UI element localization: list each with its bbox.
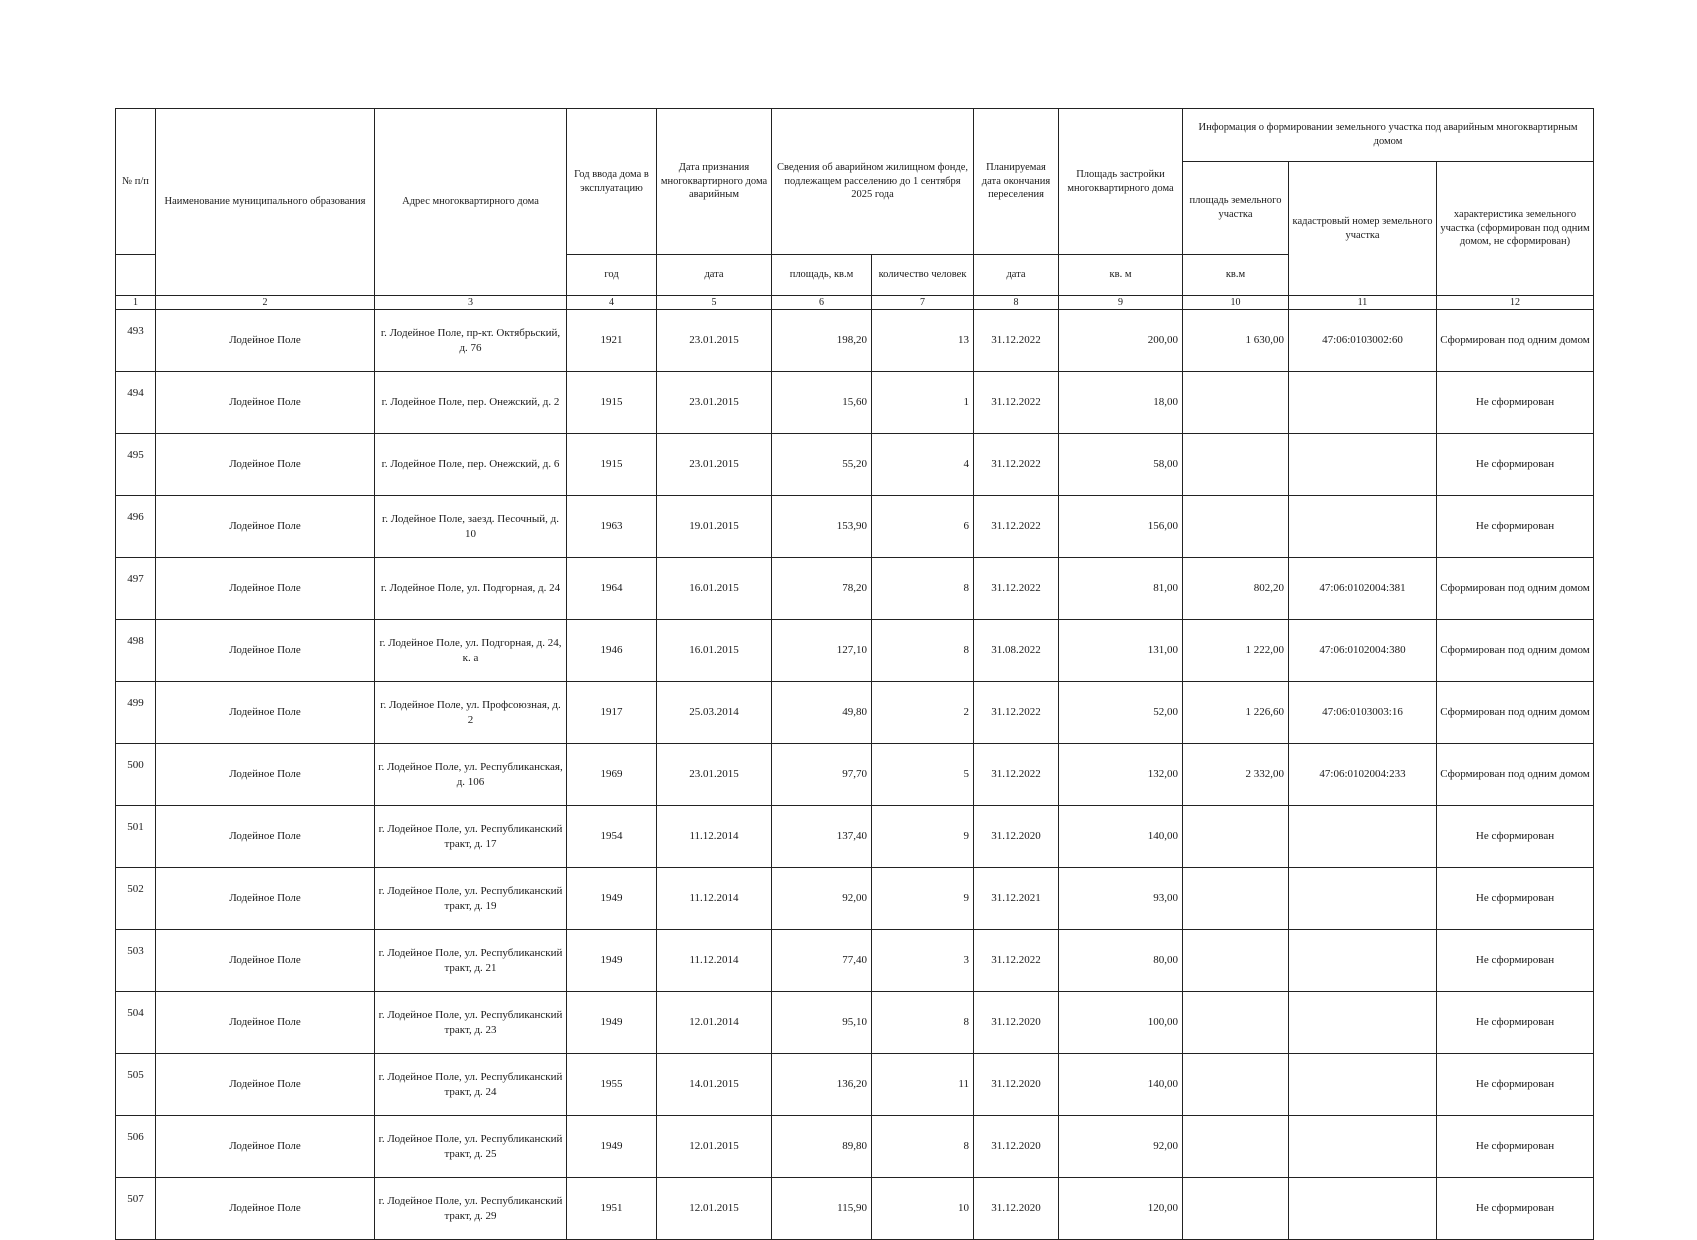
planned-date-cell: 31.12.2022 (974, 496, 1059, 558)
land-status-cell: Не сформирован (1437, 434, 1594, 496)
cadastral-number-cell (1289, 1178, 1437, 1240)
planned-date-cell: 31.12.2022 (974, 682, 1059, 744)
building-area-cell: 92,00 (1059, 1116, 1183, 1178)
recognition-date-cell: 23.01.2015 (657, 372, 772, 434)
building-area-cell: 140,00 (1059, 1054, 1183, 1116)
municipality-cell: Лодейное Поле (156, 868, 375, 930)
header-municipality: Наименование муниципального образования (156, 109, 375, 296)
land-area-cell: 1 630,00 (1183, 310, 1289, 372)
cadastral-number-cell (1289, 372, 1437, 434)
row-number: 501 (116, 806, 156, 868)
row-number: 503 (116, 930, 156, 992)
planned-date-cell: 31.12.2020 (974, 1116, 1059, 1178)
year-cell: 1955 (567, 1054, 657, 1116)
row-number: 506 (116, 1116, 156, 1178)
address-cell: г. Лодейное Поле, пр-кт. Октябрьский, д. 76 (375, 310, 567, 372)
land-status-cell: Сформирован под одним домом (1437, 682, 1594, 744)
header-building-area: Площадь застройки многоквартирного дома (1059, 109, 1183, 255)
emergency-housing-table (115, 108, 1594, 1240)
recognition-date-cell: 16.01.2015 (657, 558, 772, 620)
address-cell: г. Лодейное Поле, ул. Подгорная, д. 24 (375, 558, 567, 620)
table-row (116, 1178, 1594, 1240)
recognition-date-cell: 11.12.2014 (657, 930, 772, 992)
unit-plan-date: дата (974, 255, 1059, 296)
year-cell: 1964 (567, 558, 657, 620)
land-area-cell (1183, 434, 1289, 496)
address-cell: г. Лодейное Поле, пер. Онежский, д. 2 (375, 372, 567, 434)
recognition-date-cell: 23.01.2015 (657, 434, 772, 496)
cadastral-number-cell (1289, 992, 1437, 1054)
building-area-cell: 81,00 (1059, 558, 1183, 620)
header-year: Год ввода дома в эксплуатацию (567, 109, 657, 255)
year-cell: 1915 (567, 434, 657, 496)
land-status-cell: Не сформирован (1437, 496, 1594, 558)
header-land-area: площадь земельного участка (1183, 162, 1289, 255)
people-count-cell: 8 (872, 992, 974, 1054)
planned-date-cell: 31.12.2020 (974, 1178, 1059, 1240)
recognition-date-cell: 19.01.2015 (657, 496, 772, 558)
people-count-cell: 9 (872, 806, 974, 868)
emergency-area-cell: 95,10 (772, 992, 872, 1054)
address-cell: г. Лодейное Поле, заезд. Песочный, д. 10 (375, 496, 567, 558)
planned-date-cell: 31.08.2022 (974, 620, 1059, 682)
row-number: 493 (116, 310, 156, 372)
row-number: 505 (116, 1054, 156, 1116)
land-area-cell (1183, 930, 1289, 992)
header-recognition-date: Дата признания многоквартирного дома аварийным (657, 109, 772, 255)
row-number: 495 (116, 434, 156, 496)
unit-date: дата (657, 255, 772, 296)
emergency-area-cell: 92,00 (772, 868, 872, 930)
address-cell: г. Лодейное Поле, ул. Республиканский тракт, д. 23 (375, 992, 567, 1054)
column-number: 12 (1437, 296, 1594, 310)
planned-date-cell: 31.12.2021 (974, 868, 1059, 930)
building-area-cell: 52,00 (1059, 682, 1183, 744)
municipality-cell: Лодейное Поле (156, 992, 375, 1054)
column-number: 9 (1059, 296, 1183, 310)
building-area-cell: 156,00 (1059, 496, 1183, 558)
cadastral-number-cell (1289, 1116, 1437, 1178)
recognition-date-cell: 16.01.2015 (657, 620, 772, 682)
planned-date-cell: 31.12.2020 (974, 992, 1059, 1054)
emergency-area-cell: 153,90 (772, 496, 872, 558)
header-planned-date: Планируемая дата окончания переселения (974, 109, 1059, 255)
header-cadastral: кадастровый номер земельного участка (1289, 162, 1437, 296)
land-status-cell: Сформирован под одним домом (1437, 620, 1594, 682)
municipality-cell: Лодейное Поле (156, 1178, 375, 1240)
year-cell: 1949 (567, 1116, 657, 1178)
address-cell: г. Лодейное Поле, ул. Республиканский тракт, д. 19 (375, 868, 567, 930)
building-area-cell: 58,00 (1059, 434, 1183, 496)
land-status-cell: Не сформирован (1437, 806, 1594, 868)
column-number: 7 (872, 296, 974, 310)
emergency-area-cell: 55,20 (772, 434, 872, 496)
cadastral-number-cell: 47:06:0102004:381 (1289, 558, 1437, 620)
column-number: 4 (567, 296, 657, 310)
table-row (116, 806, 1594, 868)
land-area-cell (1183, 496, 1289, 558)
table-row (116, 1116, 1594, 1178)
table-row (116, 372, 1594, 434)
address-cell: г. Лодейное Поле, ул. Подгорная, д. 24, к. а (375, 620, 567, 682)
people-count-cell: 3 (872, 930, 974, 992)
building-area-cell: 140,00 (1059, 806, 1183, 868)
emergency-area-cell: 115,90 (772, 1178, 872, 1240)
cadastral-number-cell (1289, 496, 1437, 558)
table-row (116, 434, 1594, 496)
land-area-cell: 802,20 (1183, 558, 1289, 620)
cadastral-number-cell (1289, 930, 1437, 992)
recognition-date-cell: 14.01.2015 (657, 1054, 772, 1116)
address-cell: г. Лодейное Поле, пер. Онежский, д. 6 (375, 434, 567, 496)
unit-people: количество человек (872, 255, 974, 296)
land-status-cell: Сформирован под одним домом (1437, 310, 1594, 372)
column-number: 1 (116, 296, 156, 310)
year-cell: 1946 (567, 620, 657, 682)
year-cell: 1969 (567, 744, 657, 806)
column-number: 2 (156, 296, 375, 310)
people-count-cell: 4 (872, 434, 974, 496)
recognition-date-cell: 11.12.2014 (657, 868, 772, 930)
unit-land-sqm: кв.м (1183, 255, 1289, 296)
header-land-info: Информация о формировании земельного участка под аварийным многоквартирным домом (1183, 109, 1594, 162)
land-status-cell: Не сформирован (1437, 1054, 1594, 1116)
header-num: № п/п (116, 109, 156, 255)
address-cell: г. Лодейное Поле, ул. Республиканский тракт, д. 29 (375, 1178, 567, 1240)
land-area-cell (1183, 868, 1289, 930)
municipality-cell: Лодейное Поле (156, 434, 375, 496)
emergency-area-cell: 49,80 (772, 682, 872, 744)
table-row (116, 310, 1594, 372)
recognition-date-cell: 12.01.2015 (657, 1116, 772, 1178)
cadastral-number-cell: 47:06:0103003:16 (1289, 682, 1437, 744)
people-count-cell: 10 (872, 1178, 974, 1240)
municipality-cell: Лодейное Поле (156, 620, 375, 682)
row-number: 498 (116, 620, 156, 682)
land-area-cell (1183, 1116, 1289, 1178)
header-num-unit (116, 255, 156, 296)
people-count-cell: 2 (872, 682, 974, 744)
cadastral-number-cell: 47:06:0103002:60 (1289, 310, 1437, 372)
municipality-cell: Лодейное Поле (156, 558, 375, 620)
land-area-cell (1183, 806, 1289, 868)
municipality-cell: Лодейное Поле (156, 310, 375, 372)
people-count-cell: 13 (872, 310, 974, 372)
address-cell: г. Лодейное Поле, ул. Республиканский тракт, д. 17 (375, 806, 567, 868)
planned-date-cell: 31.12.2022 (974, 744, 1059, 806)
people-count-cell: 8 (872, 558, 974, 620)
row-number: 497 (116, 558, 156, 620)
people-count-cell: 8 (872, 620, 974, 682)
year-cell: 1949 (567, 930, 657, 992)
land-status-cell: Сформирован под одним домом (1437, 558, 1594, 620)
planned-date-cell: 31.12.2022 (974, 310, 1059, 372)
recognition-date-cell: 12.01.2014 (657, 992, 772, 1054)
land-area-cell: 1 226,60 (1183, 682, 1289, 744)
building-area-cell: 93,00 (1059, 868, 1183, 930)
emergency-area-cell: 15,60 (772, 372, 872, 434)
emergency-area-cell: 77,40 (772, 930, 872, 992)
address-cell: г. Лодейное Поле, ул. Профсоюзная, д. 2 (375, 682, 567, 744)
recognition-date-cell: 25.03.2014 (657, 682, 772, 744)
address-cell: г. Лодейное Поле, ул. Республиканский тракт, д. 25 (375, 1116, 567, 1178)
address-cell: г. Лодейное Поле, ул. Республиканский тракт, д. 24 (375, 1054, 567, 1116)
cadastral-number-cell (1289, 1054, 1437, 1116)
building-area-cell: 100,00 (1059, 992, 1183, 1054)
recognition-date-cell: 12.01.2015 (657, 1178, 772, 1240)
table-row (116, 620, 1594, 682)
land-status-cell: Не сформирован (1437, 992, 1594, 1054)
land-status-cell: Сформирован под одним домом (1437, 744, 1594, 806)
year-cell: 1963 (567, 496, 657, 558)
header-emergency-fund: Сведения об аварийном жилищном фонде, подлежащем расселению до 1 сентября 2025 года (772, 109, 974, 255)
cadastral-number-cell (1289, 806, 1437, 868)
people-count-cell: 6 (872, 496, 974, 558)
column-number: 3 (375, 296, 567, 310)
row-number: 507 (116, 1178, 156, 1240)
planned-date-cell: 31.12.2020 (974, 1054, 1059, 1116)
recognition-date-cell: 11.12.2014 (657, 806, 772, 868)
column-number: 10 (1183, 296, 1289, 310)
municipality-cell: Лодейное Поле (156, 744, 375, 806)
table-row (116, 930, 1594, 992)
planned-date-cell: 31.12.2022 (974, 930, 1059, 992)
table-row (116, 682, 1594, 744)
address-cell: г. Лодейное Поле, ул. Республиканский тракт, д. 21 (375, 930, 567, 992)
municipality-cell: Лодейное Поле (156, 496, 375, 558)
building-area-cell: 200,00 (1059, 310, 1183, 372)
year-cell: 1915 (567, 372, 657, 434)
land-area-cell (1183, 372, 1289, 434)
header-address: Адрес многоквартирного дома (375, 109, 567, 296)
column-number: 8 (974, 296, 1059, 310)
land-status-cell: Не сформирован (1437, 1178, 1594, 1240)
row-number: 499 (116, 682, 156, 744)
cadastral-number-cell: 47:06:0102004:233 (1289, 744, 1437, 806)
year-cell: 1949 (567, 868, 657, 930)
recognition-date-cell: 23.01.2015 (657, 310, 772, 372)
emergency-area-cell: 137,40 (772, 806, 872, 868)
emergency-area-cell: 78,20 (772, 558, 872, 620)
people-count-cell: 9 (872, 868, 974, 930)
header-land-status: характеристика земельного участка (сформирован под одним домом, не сформирован) (1437, 162, 1594, 296)
column-number: 11 (1289, 296, 1437, 310)
year-cell: 1949 (567, 992, 657, 1054)
table-header (116, 109, 1594, 310)
table-row (116, 992, 1594, 1054)
land-area-cell: 2 332,00 (1183, 744, 1289, 806)
year-cell: 1954 (567, 806, 657, 868)
land-status-cell: Не сформирован (1437, 1116, 1594, 1178)
recognition-date-cell: 23.01.2015 (657, 744, 772, 806)
row-number: 494 (116, 372, 156, 434)
table-row (116, 1054, 1594, 1116)
year-cell: 1921 (567, 310, 657, 372)
table-row (116, 558, 1594, 620)
cadastral-number-cell: 47:06:0102004:380 (1289, 620, 1437, 682)
building-area-cell: 131,00 (1059, 620, 1183, 682)
table-row (116, 744, 1594, 806)
table-row (116, 868, 1594, 930)
municipality-cell: Лодейное Поле (156, 1116, 375, 1178)
row-number: 504 (116, 992, 156, 1054)
municipality-cell: Лодейное Поле (156, 806, 375, 868)
people-count-cell: 5 (872, 744, 974, 806)
emergency-area-cell: 89,80 (772, 1116, 872, 1178)
cadastral-number-cell (1289, 868, 1437, 930)
emergency-area-cell: 127,10 (772, 620, 872, 682)
land-area-cell (1183, 1178, 1289, 1240)
row-number: 496 (116, 496, 156, 558)
unit-year: год (567, 255, 657, 296)
land-area-cell (1183, 1054, 1289, 1116)
row-number: 502 (116, 868, 156, 930)
cadastral-number-cell (1289, 434, 1437, 496)
year-cell: 1917 (567, 682, 657, 744)
planned-date-cell: 31.12.2022 (974, 558, 1059, 620)
planned-date-cell: 31.12.2022 (974, 434, 1059, 496)
municipality-cell: Лодейное Поле (156, 1054, 375, 1116)
land-status-cell: Не сформирован (1437, 372, 1594, 434)
people-count-cell: 1 (872, 372, 974, 434)
building-area-cell: 18,00 (1059, 372, 1183, 434)
building-area-cell: 120,00 (1059, 1178, 1183, 1240)
emergency-area-cell: 136,20 (772, 1054, 872, 1116)
table-row (116, 496, 1594, 558)
municipality-cell: Лодейное Поле (156, 682, 375, 744)
column-number: 5 (657, 296, 772, 310)
row-number: 500 (116, 744, 156, 806)
land-area-cell (1183, 992, 1289, 1054)
column-numbers-row (116, 296, 1594, 310)
document-sheet (115, 108, 1593, 1240)
unit-area: площадь, кв.м (772, 255, 872, 296)
year-cell: 1951 (567, 1178, 657, 1240)
land-status-cell: Не сформирован (1437, 868, 1594, 930)
address-cell: г. Лодейное Поле, ул. Республиканская, д. 106 (375, 744, 567, 806)
people-count-cell: 11 (872, 1054, 974, 1116)
land-status-cell: Не сформирован (1437, 930, 1594, 992)
emergency-area-cell: 97,70 (772, 744, 872, 806)
table-body (116, 310, 1594, 1240)
planned-date-cell: 31.12.2020 (974, 806, 1059, 868)
building-area-cell: 132,00 (1059, 744, 1183, 806)
municipality-cell: Лодейное Поле (156, 930, 375, 992)
unit-building-sqm: кв. м (1059, 255, 1183, 296)
emergency-area-cell: 198,20 (772, 310, 872, 372)
people-count-cell: 8 (872, 1116, 974, 1178)
column-number: 6 (772, 296, 872, 310)
municipality-cell: Лодейное Поле (156, 372, 375, 434)
building-area-cell: 80,00 (1059, 930, 1183, 992)
land-area-cell: 1 222,00 (1183, 620, 1289, 682)
planned-date-cell: 31.12.2022 (974, 372, 1059, 434)
